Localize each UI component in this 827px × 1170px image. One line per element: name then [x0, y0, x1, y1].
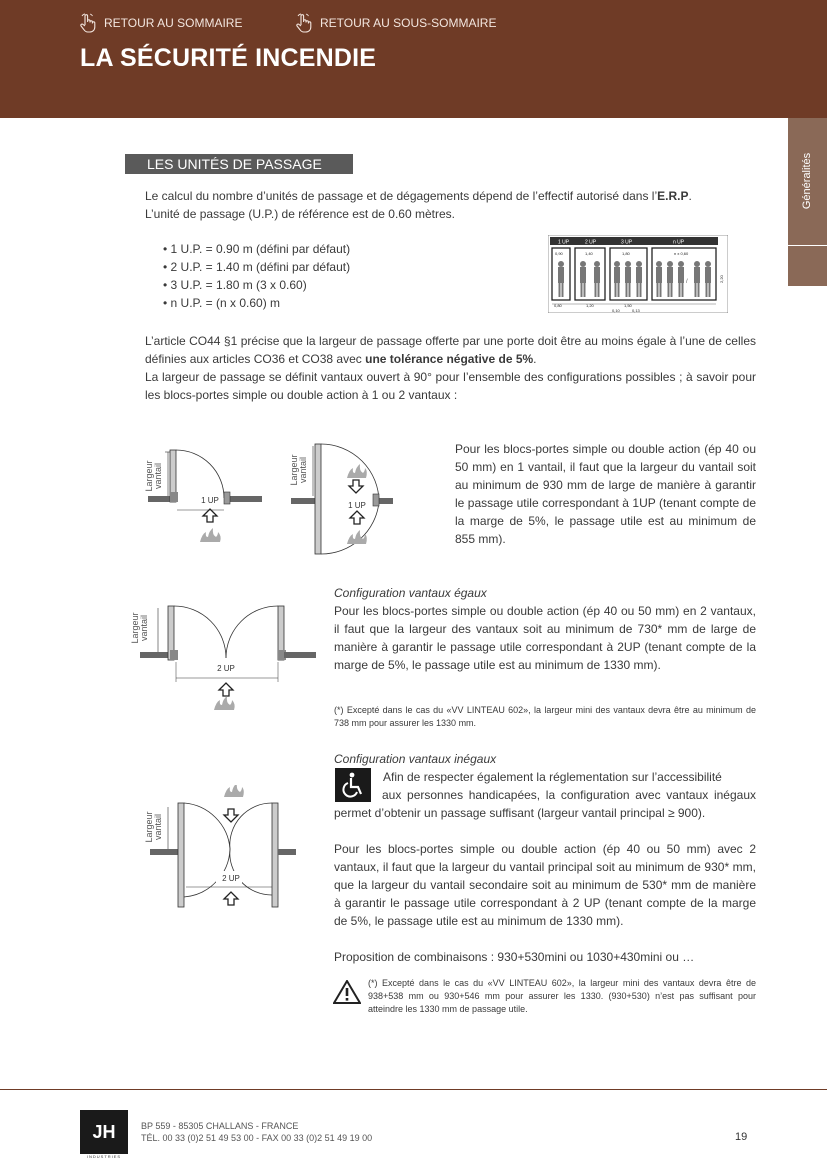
fig-dim: 0,80	[554, 303, 562, 308]
list-item: • 1 U.P. = 0.90 m (défini par défaut)	[163, 240, 443, 258]
article-text: L’article CO44 §1 précise que la largeur de passage offerte par une porte doit être au moins égale à l’une de celles définies aux articles CO36 et CO38 avec	[145, 334, 756, 366]
single-leaf-paragraph: Pour les blocs-portes simple ou double action (ép 40 ou 50 mm) en 1 vantail, il faut que la largeur du vantail soit au minimum de 930 mm de large de manière à garantir le passage utile correspondant à 1UP (tenant compte de la marge de 5%, le passage utile est au minimum de 855 mm).	[455, 442, 756, 546]
side-tab-divider	[788, 245, 827, 246]
fig-dim: 1,80	[622, 251, 630, 256]
intro-period: .	[688, 189, 692, 203]
combinations-text: Proposition de combinaisons : 930+530mini ou 1030+430mini ou …	[334, 950, 695, 964]
fig-dim: 1,50	[624, 303, 632, 308]
footer-divider	[0, 1089, 827, 1090]
article-text-2: La largeur de passage se définit vantaux ouvert à 90° pour l’ensemble des configurations possibles ; à savoir pour les blocs-portes simple ou double action à 1 ou 2 vantaux :	[145, 370, 756, 402]
leaf-width-label: Largeur	[130, 612, 140, 644]
back-to-summary-link[interactable]	[78, 13, 242, 33]
unequal-leaves-title: Configuration vantaux inégaux	[334, 752, 497, 766]
article-paragraph	[145, 332, 756, 404]
fig-dim: 0,13	[632, 308, 640, 313]
article-tolerance: une tolérance négative de 5%	[365, 352, 534, 366]
back-to-subsummary-label[interactable]: RETOUR AU SOUS-SOMMAIRE	[320, 16, 497, 30]
fig-dim: 2,20	[719, 275, 724, 283]
unequal-leaves-diagram	[140, 785, 300, 910]
back-to-subsummary-link[interactable]	[294, 13, 496, 33]
passage-label: 1 UP	[348, 501, 366, 510]
leaf-width-label: Largeur	[144, 460, 154, 492]
unequal-leaves-paragraph: Pour les blocs-portes simple ou double action (ép 40 ou 50 mm) avec 2 vantaux, il faut que la largeur du vantail principal soit au minimum de 930* mm, que la largeur du vantail secondaire soit au minimum de 530* mm de manière à garantir le passage utile correspondant à 2 UP (tenant compte de la marge de 5%, le passage utile est au minimum de 1330 mm).	[334, 842, 756, 928]
equal-leaves-paragraph: Pour les blocs-portes simple ou double action (ép 40 ou 50 mm) en 2 vantaux, il faut que la largeur des vantaux soit au minimum de 730* mm de large de manière à garantir le passage utile correspondant à 2UP (tenant compte de la marge de 5%, le passage utile est au minimum de 1330 mm).	[334, 604, 756, 672]
leaf-width-label: vantail	[298, 456, 308, 484]
leaf-width-label: vantail	[139, 614, 149, 642]
fig-header: 2 UP	[585, 239, 597, 246]
section-heading: LES UNITÉS DE PASSAGE	[125, 154, 353, 174]
fig-dim: 0,10	[612, 308, 620, 313]
leaf-width-label: Largeur	[289, 454, 299, 486]
leaf-width-label: vantail	[153, 462, 163, 490]
equal-leaves-note: (*) Excepté dans le cas du «VV LINTEAU 602», la largeur mini des vantaux devra être au minimum de 738 mm pour assurer les 1330 mm.	[334, 705, 756, 728]
side-tab-label[interactable]: Généralités	[801, 152, 814, 209]
company-logo-subtitle: INDUSTRIES	[86, 1154, 122, 1159]
accessibility-paragraph: aux personnes handicapées, la configuration avec vantaux inégaux permet d’obtenir un passage suffisant (largeur vantail principal ≥ 900).	[334, 788, 756, 820]
fig-header: n UP	[673, 239, 685, 246]
intro-text: Le calcul du nombre d’unités de passage et de dégagements dépend de l’effectif autorisé dans l’	[145, 189, 658, 203]
leaf-width-label: vantail	[153, 813, 163, 841]
company-logo: JH	[80, 1110, 128, 1154]
unequal-leaves-warning-note: (*) Excepté dans le cas du «VV LINTEAU 602», la largeur mini des vantaux devra être de 938+538 mm ou 930+546 mm pour assurer les 1330. (930+530) n’est pas suffisant pour atteindre les 1330 mm de passage utile.	[368, 978, 756, 1014]
intro-erp: E.R.P	[657, 189, 689, 203]
svg-text:/: /	[686, 279, 688, 285]
leaf-width-label: Largeur	[144, 811, 154, 843]
list-item: • 2 U.P. = 1.40 m (défini par défaut)	[163, 258, 443, 276]
single-leaf-diagram-b	[285, 440, 395, 558]
fig-dim: n x 0,60	[674, 251, 689, 256]
list-item: • 3 U.P. = 1.80 m (3 x 0.60)	[163, 276, 443, 294]
passage-units-figure	[548, 235, 728, 313]
page-number: 19	[735, 1131, 748, 1143]
fig-dim: 1,20	[586, 303, 594, 308]
article-period: .	[533, 352, 537, 366]
equal-leaves-title: Configuration vantaux égaux	[334, 586, 487, 600]
passage-label: 2 UP	[222, 874, 240, 883]
list-item: • n U.P. = (n x 0.60) m	[163, 294, 443, 312]
footer-phone: TÉL. 00 33 (0)2 51 49 53 00 - FAX 00 33 (0)2 51 49 19 00	[141, 1133, 373, 1143]
back-to-summary-label[interactable]: RETOUR AU SOMMAIRE	[104, 16, 243, 30]
equal-leaves-diagram	[130, 600, 320, 712]
passage-label: 2 UP	[217, 664, 235, 673]
side-tab-generalites[interactable]	[788, 118, 827, 286]
accessibility-first-line: Afin de respecter également la réglementation sur l’accessibilité	[383, 770, 722, 784]
intro-up-reference: L’unité de passage (U.P.) de référence est de 0.60 mètres.	[145, 207, 455, 221]
up-list	[163, 240, 443, 312]
pointing-hand-icon	[294, 13, 314, 33]
fig-dim: 1,40	[585, 251, 593, 256]
page-title: LA SÉCURITÉ INCENDIE	[80, 44, 377, 72]
single-leaf-diagram-a	[140, 440, 270, 550]
pointing-hand-icon	[78, 13, 98, 33]
fig-header: 3 UP	[621, 239, 633, 246]
intro-paragraph	[145, 187, 760, 223]
footer-address: BP 559 - 85305 CHALLANS - FRANCE	[141, 1121, 299, 1131]
warning-icon	[333, 980, 361, 1004]
fig-dim: 0,90	[555, 251, 563, 256]
passage-label: 1 UP	[201, 496, 219, 505]
fig-header: 1 UP	[558, 239, 570, 246]
